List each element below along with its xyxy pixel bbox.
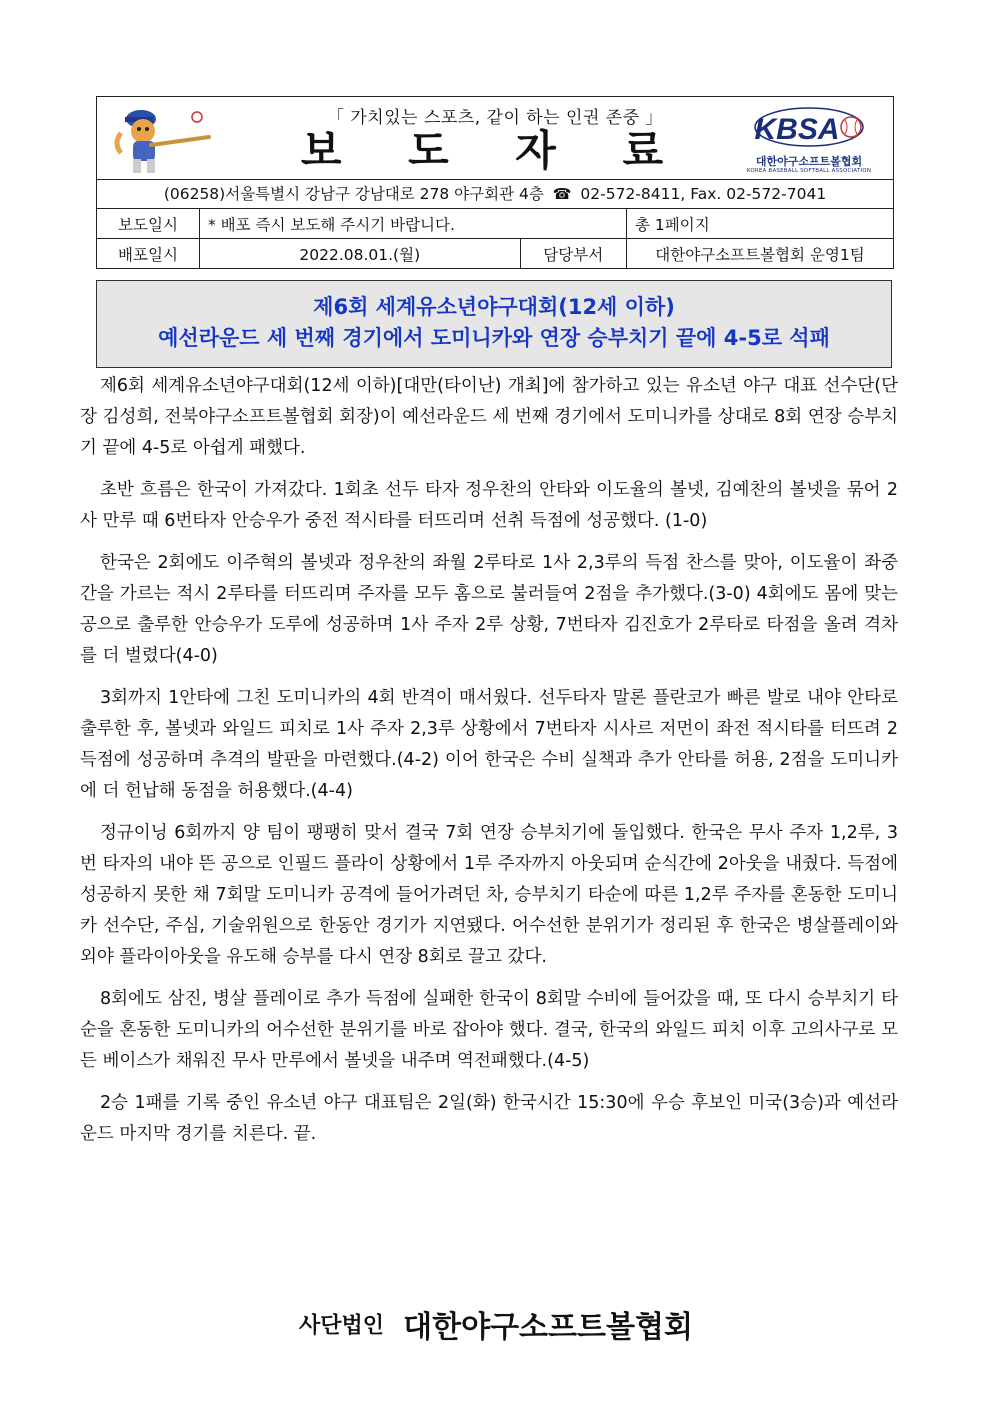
phone-number: 02-572-8411, [580,185,686,203]
article-paragraph: 2승 1패를 기록 중인 유소년 야구 대표팀은 2일(화) 한국시간 15:30에 우승 후보인 미국(3승)과 예선라운드 마지막 경기를 치른다. 끝. [80,1093,898,1144]
article-body [80,371,898,1161]
release-date-value: 2022.08.01.(월) [200,239,521,269]
header-top [97,97,893,180]
press-release-header [96,96,894,269]
footer-org-name: 대한야구소프트볼협회 [403,1310,693,1345]
address: (06258)서울특별시 강남구 강남대로 278 야구회관 4층 [163,185,544,203]
headline-line-1: 제6회 세계유소년야구대회(12세 이하) [313,295,675,319]
logo-org-name-eng: KOREA BASEBALL SOFTBALL ASSOCIATION [746,168,872,174]
slogan: 「 가치있는 스포츠, 같이 하는 인권 존중 」 [326,108,664,128]
phone-icon: ☎ [552,185,572,203]
article-paragraph: 초반 흐름은 한국이 가져갔다. 1회초 선두 타자 정우찬의 안타와 이도율의 볼넷, 김예찬의 볼넷을 묶어 2사 만루 때 6번타자 안승우가 중전 적시타를 터뜨리며 선취 득점에 성공했다. (1-0) [80,480,898,531]
logo-org-name: 대한야구소프트볼협회 [755,155,863,168]
article-paragraph: 한국은 2회에도 이주혁의 볼넷과 정우찬의 좌월 2루타로 1사 2,3루의 득점 찬스를 맞아, 이도율이 좌중간을 가르는 적시 2루타를 터뜨리며 주자를 모두 홈으로 불러들여 2점을 추가했다.(3-0) 4회에도 몸에 맞는 공으로 출루한 안승우가 도루에 성공하며 1사 주자 2루 상황, 7번타자 김진호가 2루타로 타점을 올려 격차를 더 벌렸다(4-0) [80,553,898,666]
footer-signature [0,1302,992,1346]
article-paragraph: 정규이닝 6회까지 양 팀이 팽팽히 맞서 결국 7회 연장 승부치기에 돌입했다. 한국은 무사 주자 1,2루, 3번 타자의 내야 뜬 공으로 인필드 플라이 상황에서 1루 주자까지 아웃되며 순식간에 2아웃을 내줬다. 득점에 성공하지 못한 채 7회말 도미니카 공격에 들어가려던 차, 승부치기 타순에 따른 1,2루 주자를 혼동한 도미니카 선수단, 주심, 기술위원으로 한동안 경기가 지연됐다. 어수선한 분위기가 정리된 후 한국은 병살플레이와 외야 플라이아웃을 유도해 승부를 다시 연장 8회로 끌고 갔다. [80,823,898,967]
department-label: 담당부서 [520,239,626,269]
address-line [97,180,893,209]
kbsa-logo-text: KBSA [754,113,840,146]
footer-prefix: 사단법인 [299,1313,385,1339]
article-paragraph: 제6회 세계유소년야구대회(12세 이하)[대만(타이난) 개최]에 참가하고 있는 유소년 야구 대표 선수단(단장 김성희, 전북야구소프트볼협회 회장)이 예선라운드 세 번째 경기에서 도미니카를 상대로 8회 연장 승부치기 끝에 4-5로 아쉽게 패했다. [80,376,898,458]
release-date-label: 배포일시 [97,239,200,269]
article-paragraph: 3회까지 1안타에 그친 도미니카의 4회 반격이 매서웠다. 선두타자 말론 플란코가 빠른 발로 내야 안타로 출루한 후, 볼넷과 와일드 피치로 1사 주자 2,3루 상황에서 7번타자 시사르 저먼이 좌전 적시타를 터뜨려 2득점에 성공하며 추격의 발판을 마련했다.(4-2) 이어 한국은 수비 실책과 추가 안타를 허용, 2점을 도미니카에 더 헌납해 동점을 허용했다.(4-4) [80,688,898,801]
headline-box [96,280,892,368]
department-value: 대한야구소프트볼협회 운영1팀 [627,239,894,269]
info-row-release [97,239,893,269]
report-date-label: 보도일시 [97,209,200,239]
page-title: 보 도 자 료 [300,126,690,175]
info-table [97,209,893,268]
report-date-value: * 배포 즉시 보도해 주시기 바랍니다. [200,209,627,239]
fax-number: Fax. 02-572-7041 [690,185,827,203]
article-paragraph: 8회에도 삼진, 병살 플레이로 추가 득점에 실패한 한국이 8회말 수비에 들어갔을 때, 또 다시 승부치기 타순을 혼동한 도미니카의 어수선한 분위기를 바로 잡아야 했다. 결국, 한국의 와일드 피치 이후 고의사구로 모든 베이스가 채워진 무사 만루에서 볼넷을 내주며 역전패했다.(4-5) [80,989,898,1071]
page-count: 총 1페이지 [627,209,894,239]
info-row-report [97,209,893,239]
headline-line-2: 예선라운드 세 번째 경기에서 도미니카와 연장 승부치기 끝에 4-5로 석패 [158,326,830,350]
